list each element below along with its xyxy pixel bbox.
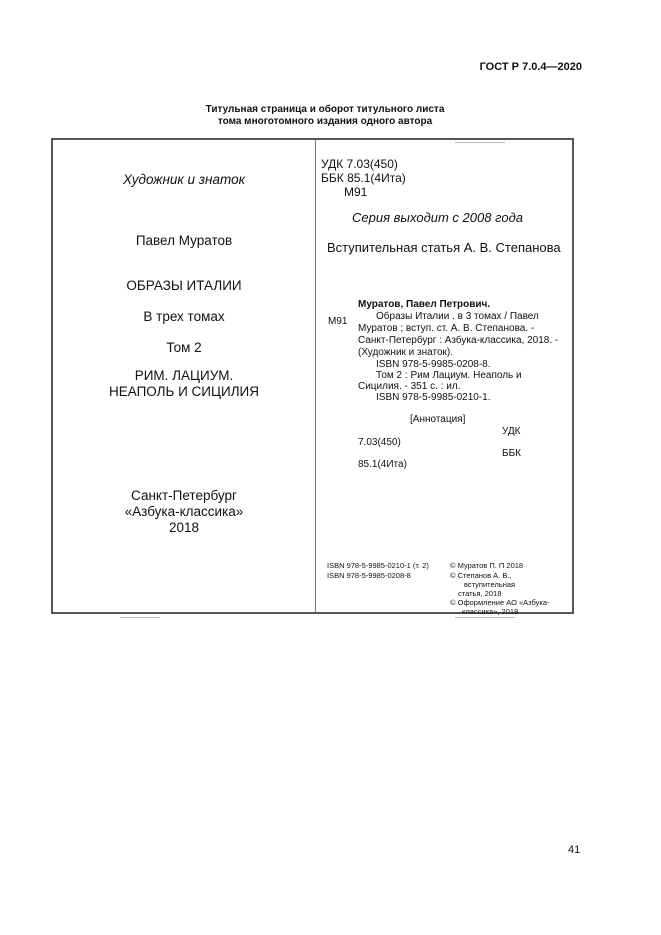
record-line: (Художник и знаток). bbox=[358, 347, 454, 358]
record-line: Образы Италии . в 3 томах / Павел bbox=[376, 311, 539, 322]
volume-title-line-2: НЕАПОЛЬ И СИЦИЛИЯ bbox=[108, 384, 260, 399]
page-number: 41 bbox=[568, 844, 581, 856]
publisher-name: «Азбука-классика» bbox=[124, 504, 244, 519]
spread-divider bbox=[315, 140, 316, 612]
bbk-label: ББК bbox=[502, 448, 521, 459]
volumes-note: В трех томах bbox=[143, 309, 225, 324]
series-since-note: Серия выходит с 2008 года bbox=[352, 210, 523, 225]
copyright-line: © Оформление АО «Азбука- bbox=[450, 598, 550, 607]
record-author: Муратов, Павел Петрович. bbox=[358, 299, 491, 310]
annotation-placeholder: [Аннотация] bbox=[410, 414, 466, 425]
copyright-line: © Степанов А. В., bbox=[450, 571, 512, 580]
publication-city: Санкт-Петербург bbox=[131, 488, 237, 503]
record-line: Сицилия. - 351 с. : ил. bbox=[358, 381, 461, 392]
udk-index: УДК 7.03(450) bbox=[321, 157, 398, 171]
publication-year: 2018 bbox=[168, 520, 200, 535]
record-author-mark: М91 bbox=[328, 316, 348, 327]
caption-line-1: Титульная страница и оборот титульного листа bbox=[205, 104, 445, 115]
caption-line-2: тома многотомного издания одного автора bbox=[217, 116, 433, 127]
introduction-note: Вступительная статья А. В. Степанова bbox=[327, 240, 561, 255]
udk-value: 7.03(450) bbox=[358, 437, 401, 448]
copyright-line: вступительная bbox=[464, 580, 516, 589]
scan-artifact bbox=[120, 617, 160, 618]
isbn-line: ISBN 978-5-9985-0210-1 (т. 2) bbox=[327, 561, 429, 570]
series-title: Художник и знаток bbox=[123, 172, 245, 187]
scan-artifact bbox=[455, 617, 515, 618]
volume-title-line-1: РИМ. ЛАЦИУМ. bbox=[134, 368, 234, 383]
book-title: ОБРАЗЫ ИТАЛИИ bbox=[126, 278, 242, 293]
record-line: ISBN 978-5-9985-0210-1. bbox=[376, 392, 491, 403]
record-line: ISBN 978-5-9985-0208-8. bbox=[376, 359, 491, 370]
copyright-line: классика», 2018 bbox=[462, 607, 519, 616]
standard-designation: ГОСТ Р 7.0.4—2020 bbox=[479, 61, 582, 73]
volume-number: Том 2 bbox=[166, 340, 202, 355]
udk-label: УДК bbox=[502, 426, 521, 437]
record-line: Муратов ; вступ. ст. А. В. Степанова. - bbox=[358, 323, 535, 334]
record-line: Том 2 : Рим Лациум. Неаполь и bbox=[376, 370, 522, 381]
bbk-value: 85.1(4Ита) bbox=[358, 459, 407, 470]
author-name: Павел Муратов bbox=[135, 233, 233, 248]
bbk-index: ББК 85.1(4Ита) bbox=[321, 171, 406, 185]
author-mark: М91 bbox=[344, 185, 368, 199]
copyright-line: статья, 2018 bbox=[458, 589, 502, 598]
record-line: Санкт-Петербург : Азбука-классика, 2018. - bbox=[358, 335, 559, 346]
isbn-line: ISBN 978-5-9985-0208-8 bbox=[327, 571, 411, 580]
copyright-line: © Муратов П. П 2018 bbox=[450, 561, 524, 570]
